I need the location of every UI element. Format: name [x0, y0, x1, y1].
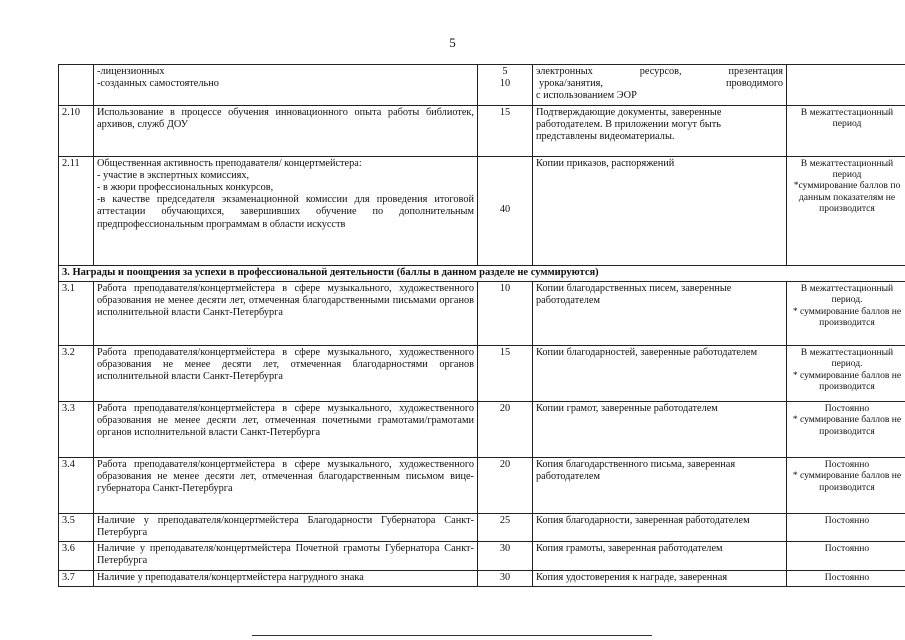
row-description: Работа преподавателя/концертмейстера в сфере музыкального, художественного образования не менее десяти лет, отмеченная благодарностями органов исполнительной власти Санкт-Петербурга [94, 345, 478, 401]
row-score: 15 [478, 105, 533, 156]
table-row [59, 457, 905, 513]
row-period [787, 156, 905, 265]
row-documents: Копия благодарственного письма, заверенная работодателем [533, 457, 787, 513]
row-description: Работа преподавателя/концертмейстера в сфере музыкального, художественного образования не менее десяти лет, отмеченная почетными грамотами/грамотами органов исполнительной власти Санкт-Петербурга [94, 401, 478, 457]
row-documents [533, 65, 787, 106]
row-score: 10 [478, 281, 533, 345]
row-score: 25 [478, 513, 533, 541]
period-line: * суммирование баллов не производится [792, 414, 902, 437]
page-bottom-rule [252, 635, 652, 636]
row-documents: Копия благодарности, заверенная работодателем [533, 513, 787, 541]
description-line: - в жюри профессиональных конкурсов, [97, 182, 274, 194]
row-description: Работа преподавателя/концертмейстера в сфере музыкального, художественного образования не менее десяти лет, отмеченная благодарственными письмами органов исполнительной власти Санкт-Петербурга [94, 281, 478, 345]
score-value: 10 [499, 78, 511, 90]
documents-line: с использованием ЭОР [536, 90, 637, 102]
row-description: Использование в процессе обучения инновационного опыта работы библиотек, архивов, служб ДОУ [94, 105, 478, 156]
row-period: В межаттестационный период [787, 105, 905, 156]
table-row [59, 156, 905, 265]
row-description [94, 65, 478, 106]
table-row [59, 542, 905, 570]
row-number: 3.2 [59, 345, 94, 401]
description-line: -в качестве председателя экзаменационной комиссии для проведения итоговой аттестации обучающихся, завершивших обучение по дополнительным предпрофессиональным программам в области искусств [97, 194, 474, 230]
row-score: 30 [478, 542, 533, 570]
row-documents: Копия удостоверения к награде, заверенная [533, 570, 787, 586]
period-line: В межаттестационный период. [800, 282, 894, 306]
row-number: 3.3 [59, 401, 94, 457]
row-number: 2.11 [59, 156, 94, 265]
row-period: Постоянно [787, 570, 905, 586]
row-period [787, 401, 905, 457]
period-line: В межаттестационный период. [800, 346, 894, 370]
description-line: -созданных самостоятельно [97, 78, 219, 90]
table-row [59, 65, 905, 106]
table-row [59, 345, 905, 401]
score-value: 5 [502, 66, 508, 77]
row-number: 3.7 [59, 570, 94, 586]
row-number: 3.5 [59, 513, 94, 541]
documents-line: урока/занятия, проводимого [539, 78, 783, 90]
table-row [59, 281, 905, 345]
documents-line: электронных ресурсов, презентация [536, 66, 783, 77]
criteria-table [58, 64, 905, 587]
period-line: В межаттестационный период [800, 157, 894, 181]
period-line: * суммирование баллов не производится [792, 369, 902, 393]
row-documents: Копии благодарственных писем, заверенные работодателем [533, 281, 787, 345]
row-score [478, 65, 533, 106]
period-line: Постоянно [824, 458, 870, 470]
description-line: Общественная активность преподавателя/ концертмейстера: [97, 157, 362, 169]
row-description: Наличие у преподавателя/концертмейстера нагрудного знака [94, 570, 478, 586]
row-period [787, 65, 905, 106]
row-documents: Копии благодарностей, заверенные работодателем [533, 345, 787, 401]
row-period: Постоянно [787, 542, 905, 570]
table-row [59, 401, 905, 457]
page-number: 5 [449, 35, 456, 50]
row-documents: Копии грамот, заверенные работодателем [533, 401, 787, 457]
row-score: 20 [478, 457, 533, 513]
row-number: 3.1 [59, 281, 94, 345]
section-header-row [59, 265, 905, 281]
table-row [59, 513, 905, 541]
row-documents: Копия грамоты, заверенная работодателем [533, 542, 787, 570]
row-description: Наличие у преподавателя/концертмейстера Почетной грамоты Губернатора Санкт-Петербурга [94, 542, 478, 570]
row-score: 20 [478, 401, 533, 457]
period-line: * суммирование баллов не производится [792, 305, 902, 329]
row-period [787, 457, 905, 513]
row-period [787, 281, 905, 345]
row-number: 2.10 [59, 105, 94, 156]
row-description: Наличие у преподавателя/концертмейстера Благодарности Губернатора Санкт-Петербурга [94, 513, 478, 541]
row-number: 3.4 [59, 457, 94, 513]
table-row [59, 570, 905, 586]
description-line: -лицензионных [97, 66, 165, 77]
section-title: 3. Награды и поощрения за успехи в профессиональной деятельности (баллы в данном разделе не суммируются) [59, 265, 905, 281]
description-line: - участие в экспертных комиссиях, [97, 169, 250, 181]
period-line: * суммирование баллов не производится [792, 470, 902, 493]
row-period [787, 345, 905, 401]
period-line: Постоянно [824, 402, 870, 414]
row-score: 40 [478, 156, 533, 265]
row-documents: Подтверждающие документы, заверенные работодателем. В приложении могут быть представлены видеоматериалы. [533, 105, 787, 156]
row-description [94, 156, 478, 265]
row-number: 3.6 [59, 542, 94, 570]
row-number [59, 65, 94, 106]
row-score: 15 [478, 345, 533, 401]
table-row [59, 105, 905, 156]
period-line: *суммирование баллов по данным показателям не производится [793, 180, 901, 215]
row-score: 30 [478, 570, 533, 586]
row-documents: Копии приказов, распоряжений [533, 156, 787, 265]
row-period: Постоянно [787, 513, 905, 541]
row-description: Работа преподавателя/концертмейстера в сфере музыкального, художественного образования не менее десяти лет, отмеченная благодарственным письмом вице-губернатора Санкт-Петербурга [94, 457, 478, 513]
